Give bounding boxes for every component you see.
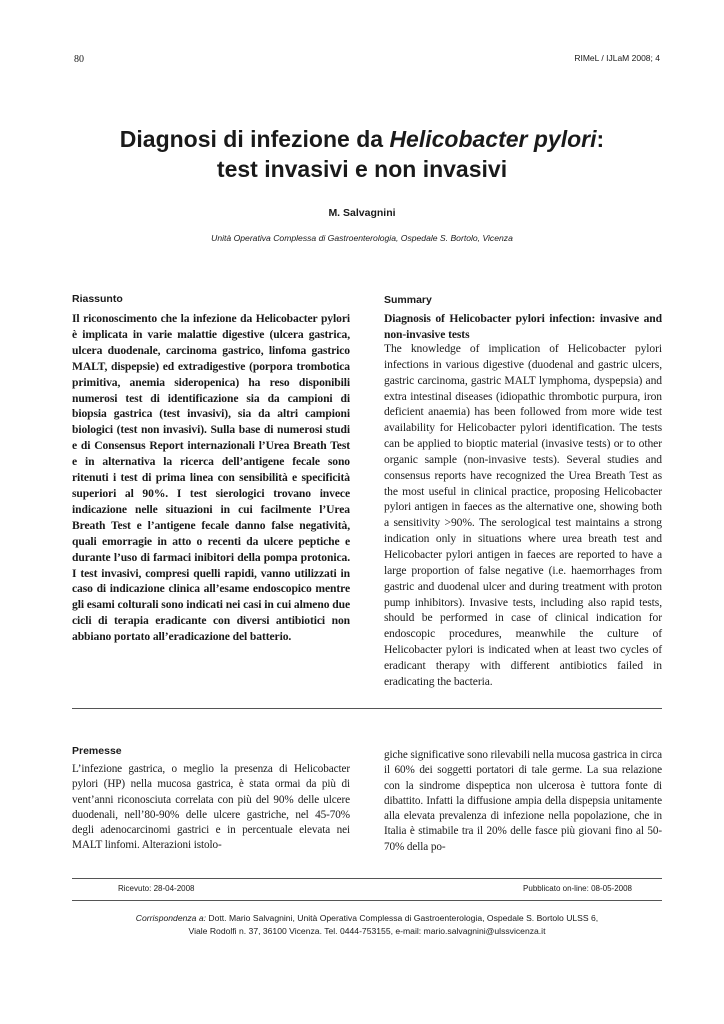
title-part2: : (596, 126, 605, 152)
premesse-heading: Premesse (72, 745, 122, 757)
summary-text: The knowledge of implication of Helicobacter pylori infections in various digestive (duodenal and gastric ulcers, gastric carcinoma, gastric MALT lymphoma, dyspepsia) and extra intestinal diseases (idiopathic thrombotic purpura, iron deficient anaemia) has been followed from more wide test availability for Helicobacter pylori identification. The tests can be applied to bioptic material (invasive tests) or to other organic sample (non-invasive tests). Several studies and consensus reports have recognized the Urea Breath Test as the most useful in clinical practice, proposing Helicobacter pylori antigen in faeces as the alternative one, showing both a sensitivity >90%. The serological test maintains a strong indication only in situations where urea breath test and Helicobacter pylori antigen in faeces are reported to have a large proportion of false negative (i.e. haemorrhages from gastric and duodenal ulcer and during treatment with proton pump inhibitors). Invasive tests, including also rapid tests, should be performed in case of clinical indication for endoscopic procedures, meanwhile the culture of Helicobacter pylori is indicated when at least two cycles of eradicant therapy with different antibiotics failed in eradicating the bacteria. (384, 342, 662, 688)
correspondence-block (72, 912, 662, 938)
premesse-text-left: L’infezione gastrica, o meglio la presenza di Helicobacter pylori (HP) nella mucosa gastrica, è stata ormai da più di vent’anni riconosciuta correlata con più del 90% delle ulcere duodenali, nell’80-90% delle ulcere gastriche, nel 45-70% degli adenocarcinomi gastrici e in percentuale elevata nei MALT linfomi. Alterazioni istolo- (72, 763, 350, 852)
correspondence-line2: Viale Rodolfi n. 37, 36100 Vicenza. Tel. 0444-753155, e-mail: mario.salvagnini@ulssvicenza.it (188, 926, 546, 936)
premesse-text-right: giche significative sono rilevabili nella mucosa gastrica in circa il 60% dei soggetti portatori di tale germe. La sua relazione con la sindrome dispeptica non ulcerosa è tuttora fonte di dibattito. Infatti la diffusione ampia della dispepsia unitamente alla elevata prevalenza di infezione nella popolazione, che in Italia è stimabile tra il 20% delle fasce più giovani fino al 50-70% della po- (384, 749, 662, 853)
journal-reference: RIMeL / IJLaM 2008; 4 (574, 53, 660, 63)
footer-divider-top (72, 878, 662, 879)
article-title (60, 124, 664, 184)
title-italic: Helicobacter pylori (389, 126, 597, 152)
riassunto-text: Il riconoscimento che la infezione da Helicobacter pylori è implicata in varie malattie digestive (ulcera gastrica, ulcera duodenale, carcinoma gastrico, linfoma gastrico MALT, dispepsie) ed extradigestive (porpora trombotica primitiva, anemia sideropenica) ha reso disponibili numerosi test di identificazione sia da campioni di biopsia gastrica (test invasivi), sia da altri campioni biologici (test non invasivi). Sulla base di numerosi studi e di Consensus Report internazionali l’Urea Breath Test e in alternativa la ricerca dell’antigene fecale sono ritenuti i test di prima linea con sensibilità e specificità superiori al 90%. I test sierologici trovano invece indicazione nelle situazioni in cui facilmente l’Urea Breath Test e l’antigene fecale danno false negatività, quali emorragie in atto o recenti da ulcere peptiche e durante l’uso di farmaci inibitori della pompa protonica. I test invasivi, compresi quelli rapidi, vanno utilizzati in caso di indicazione clinica all’esame endoscopico mentre gli esami colturali sono indicati nei casi in cui almeno due cicli di terapia eradicante con diversi antibiotici non abbiano portato all’eradicazione del batterio. (72, 312, 350, 644)
received-date: Ricevuto: 28-04-2008 (118, 884, 195, 893)
correspondence-line1: Dott. Mario Salvagnini, Unità Operativa Complessa di Gastroenterologia, Ospedale S. Bortolo ULSS 6, (206, 913, 599, 923)
correspondence-label: Corrispondenza a: (135, 913, 207, 923)
title-part1: Diagnosi di infezione da (119, 126, 390, 152)
published-date: Pubblicato on-line: 08-05-2008 (523, 884, 632, 893)
section-divider (72, 708, 662, 709)
summary-title: Diagnosis of Helicobacter pylori infection: invasive and non-invasive tests (384, 312, 662, 341)
riassunto-heading: Riassunto (72, 293, 123, 305)
summary-heading: Summary (384, 294, 432, 306)
author-name: M. Salvagnini (328, 207, 396, 219)
author-affiliation: Unità Operativa Complessa di Gastroenterologia, Ospedale S. Bortolo, Vicenza (211, 233, 513, 243)
footer-divider-bottom (72, 900, 662, 901)
title-line2: test invasivi e non invasivi (216, 156, 508, 182)
page-number: 80 (74, 54, 84, 65)
